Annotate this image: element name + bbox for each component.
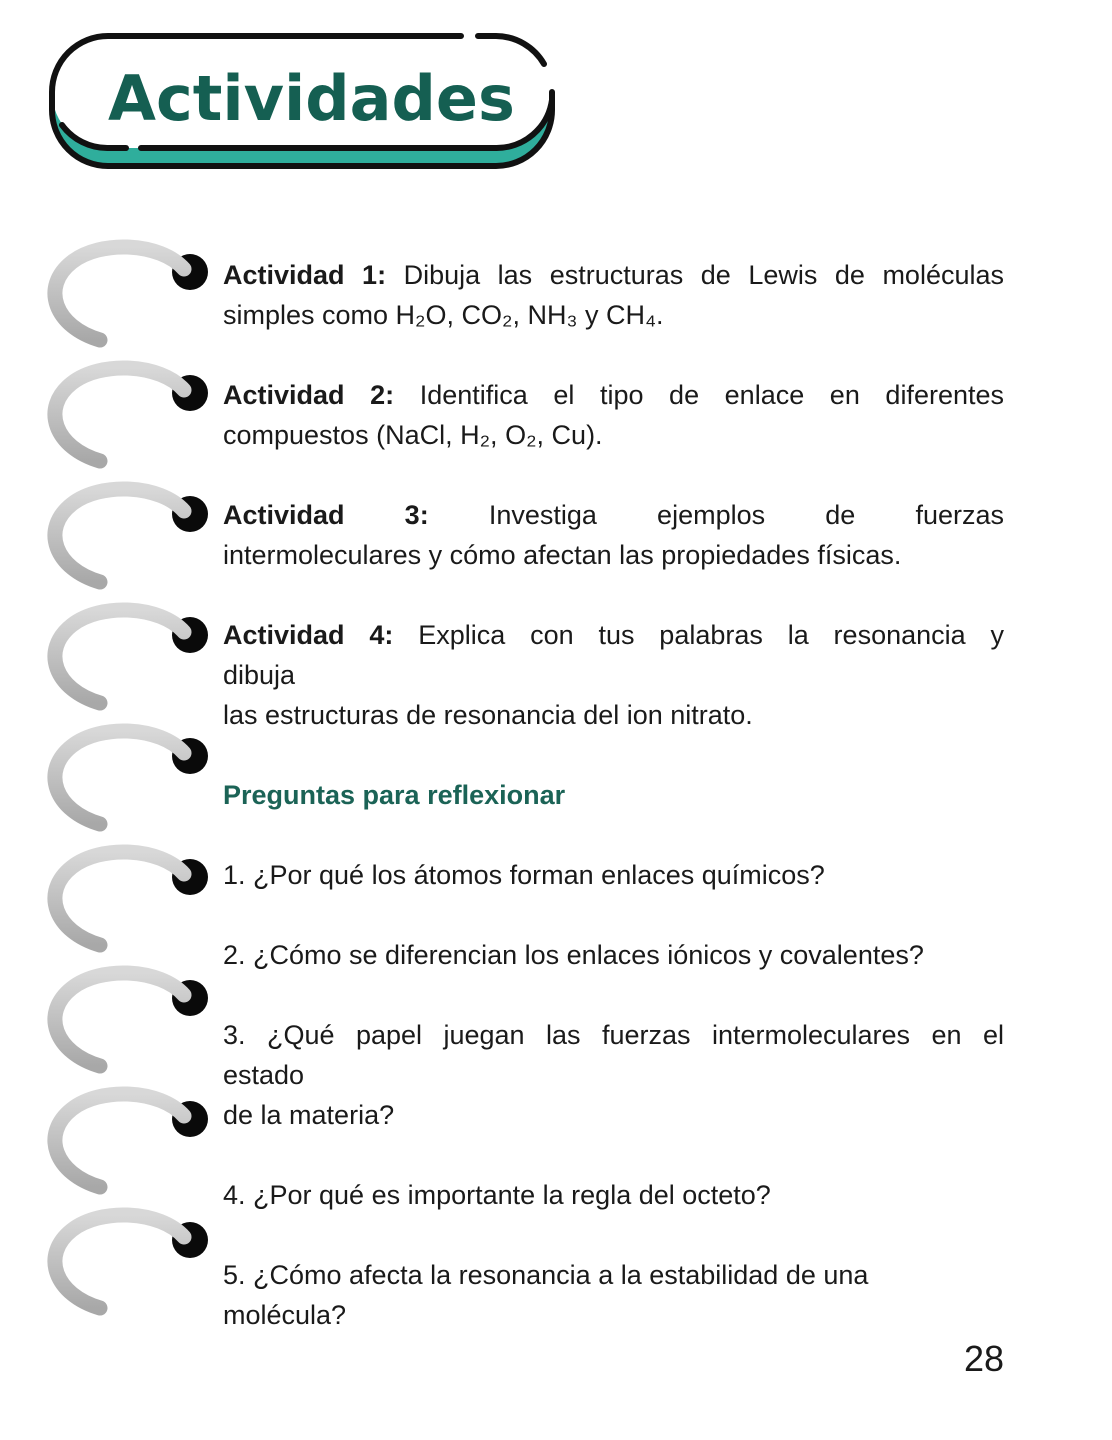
- text-line: dibuja: [223, 660, 296, 690]
- binder-ring: [55, 247, 184, 340]
- binder-ring: [55, 368, 184, 461]
- text-line: simples como H₂O, CO₂, NH₃ y CH₄.: [223, 300, 664, 330]
- reflection-heading: Preguntas para reflexionar: [223, 780, 566, 810]
- reflection-question: [223, 855, 1004, 895]
- reflection-question: [223, 935, 1004, 975]
- binder-ring: [55, 731, 184, 824]
- text-line: 3. ¿Qué papel juegan las fuerzas intermoleculares en el: [223, 1020, 1004, 1050]
- activities-content: [223, 255, 1004, 1375]
- activity-label: Actividad 1:: [223, 260, 387, 290]
- activity-item: [223, 495, 1004, 575]
- text-line: estado: [223, 1060, 305, 1090]
- activity-item: [223, 615, 1004, 735]
- activity-label: Actividad 2:: [223, 380, 395, 410]
- activity-item: [223, 255, 1004, 335]
- text-line: Actividad 4: Explica con tus palabras la resonancia y: [223, 620, 1004, 650]
- text-line: 4. ¿Por qué es importante la regla del octeto?: [223, 1180, 771, 1210]
- binder-ring: [55, 610, 184, 703]
- reflection-question: [223, 1175, 1004, 1215]
- text-line: molécula?: [223, 1300, 347, 1330]
- text-line: 1. ¿Por qué los átomos forman enlaces químicos?: [223, 860, 825, 890]
- text-line: 5. ¿Cómo afecta la resonancia a la estabilidad de una: [223, 1260, 869, 1290]
- page-number: 28: [963, 1338, 1004, 1379]
- text-line: Actividad 1: Dibuja las estructuras de Lewis de moléculas: [223, 260, 1004, 290]
- binder-ring: [55, 1215, 184, 1308]
- text-line: intermoleculares y cómo afectan las propiedades físicas.: [223, 540, 902, 570]
- text-line: compuestos (NaCl, H₂, O₂, Cu).: [223, 420, 603, 450]
- text-line: 2. ¿Cómo se diferencian los enlaces iónicos y covalentes?: [223, 940, 924, 970]
- binder-ring: [55, 1094, 184, 1187]
- activity-item: [223, 375, 1004, 455]
- text-line: Actividad 2: Identifica el tipo de enlace en diferentes: [223, 380, 1004, 410]
- text-line: las estructuras de resonancia del ion nitrato.: [223, 700, 753, 730]
- activity-label: Actividad 4:: [223, 620, 394, 650]
- reflection-question: [223, 1255, 1004, 1335]
- binder-ring: [55, 489, 184, 582]
- reflection-question: [223, 1015, 1004, 1135]
- binder-rings: [0, 0, 260, 1440]
- activity-label: Actividad 3:: [223, 500, 429, 530]
- binder-ring: [55, 973, 184, 1066]
- binder-ring: [55, 852, 184, 945]
- text-line: de la materia?: [223, 1100, 395, 1130]
- text-line: Actividad 3: Investiga ejemplos de fuerzas: [223, 500, 1004, 530]
- page-title: Actividades: [108, 62, 515, 135]
